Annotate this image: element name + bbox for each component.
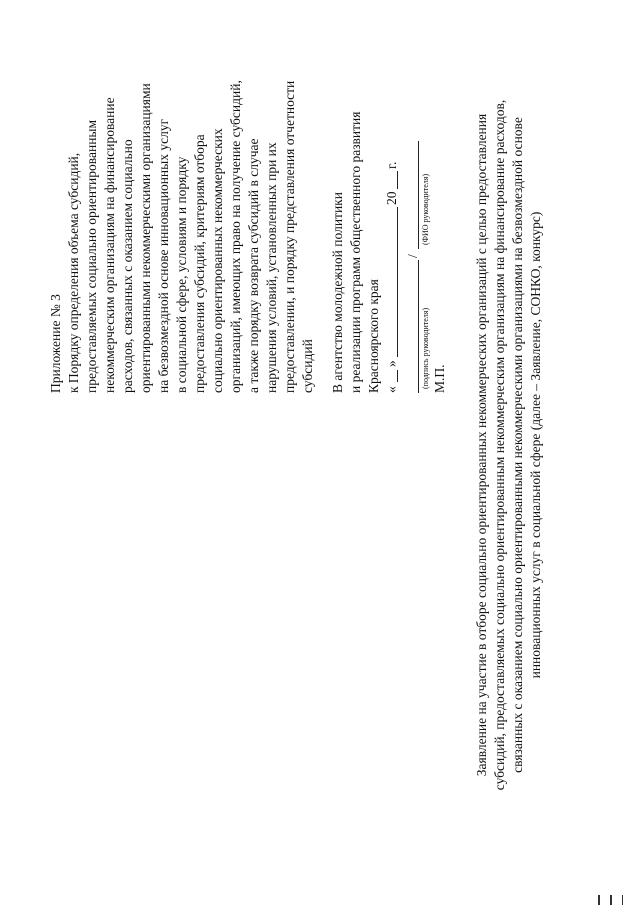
signature-caption: (подпись руководителя): [421, 307, 430, 389]
appendix-line: некоммерческим организациям на финансирование: [102, 97, 117, 393]
name-caption: (ФИО руководителя): [421, 173, 430, 245]
agency-line: В агентство молодежной политики: [330, 192, 345, 393]
appendix-line: организаций, имеющих право на получение субсидий,: [228, 80, 243, 393]
date-year-suffix: г.: [384, 161, 399, 169]
name-line: [418, 141, 419, 249]
appendix-line: предоставления субсидий, критериям отбора: [192, 134, 207, 393]
appendix-line: расходов, связанных с оказанием социально: [120, 139, 135, 393]
scan-edge-mark: [622, 895, 623, 905]
date-open-quote: «: [384, 386, 399, 393]
appendix-line: на безвозмездной основе инновационных услуг: [156, 118, 171, 393]
date-year-line: [397, 171, 398, 189]
scan-edge-mark: [610, 895, 612, 905]
appendix-line: к Порядку определения объема субсидий,: [66, 152, 81, 393]
appendix-line: нарушения условий, установленных при их: [264, 142, 279, 393]
agency-line: Красноярского края: [366, 279, 381, 393]
date-day-line: [397, 370, 398, 382]
date-year-prefix: 20: [384, 191, 399, 205]
signature-line: [418, 260, 419, 393]
scan-edge-mark: [598, 895, 600, 905]
stamp-label: М.П.: [432, 364, 447, 393]
date-month-line: [397, 207, 398, 357]
statement-line: инновационных услуг в социальной сфере (далее – Заявление, СОНКО, конкурс): [528, 211, 543, 679]
signature-slash: /: [405, 254, 420, 258]
appendix-line: ориентированными некоммерческими организациями: [138, 83, 153, 393]
statement-line: Заявление на участие в отборе социально ориентированных некоммерческих организаций с целью предоставления: [474, 113, 489, 777]
appendix-line: Приложение № 3: [48, 294, 63, 393]
appendix-line: социально ориентированных некоммерческих: [210, 128, 225, 393]
agency-line: и реализации программ общественного развития: [348, 111, 363, 393]
appendix-line: а также порядку возврата субсидий в случае: [246, 138, 261, 393]
appendix-line: предоставлении, и порядку представления отчетности: [282, 80, 297, 393]
statement-line: субсидий, предоставляемых социально ориентированным некоммерческим организациям на финансирование расходов,: [492, 99, 507, 791]
statement-line: связанных с оказанием социально ориентированными некоммерческими организациями на безвозмездной основе: [510, 117, 525, 773]
appendix-line: предоставляемых социально ориентированным: [84, 119, 99, 393]
date-close-quote: »: [384, 360, 399, 367]
appendix-line: в социальной сфере, условиям и порядку: [174, 156, 189, 393]
appendix-line: субсидий: [300, 339, 315, 393]
